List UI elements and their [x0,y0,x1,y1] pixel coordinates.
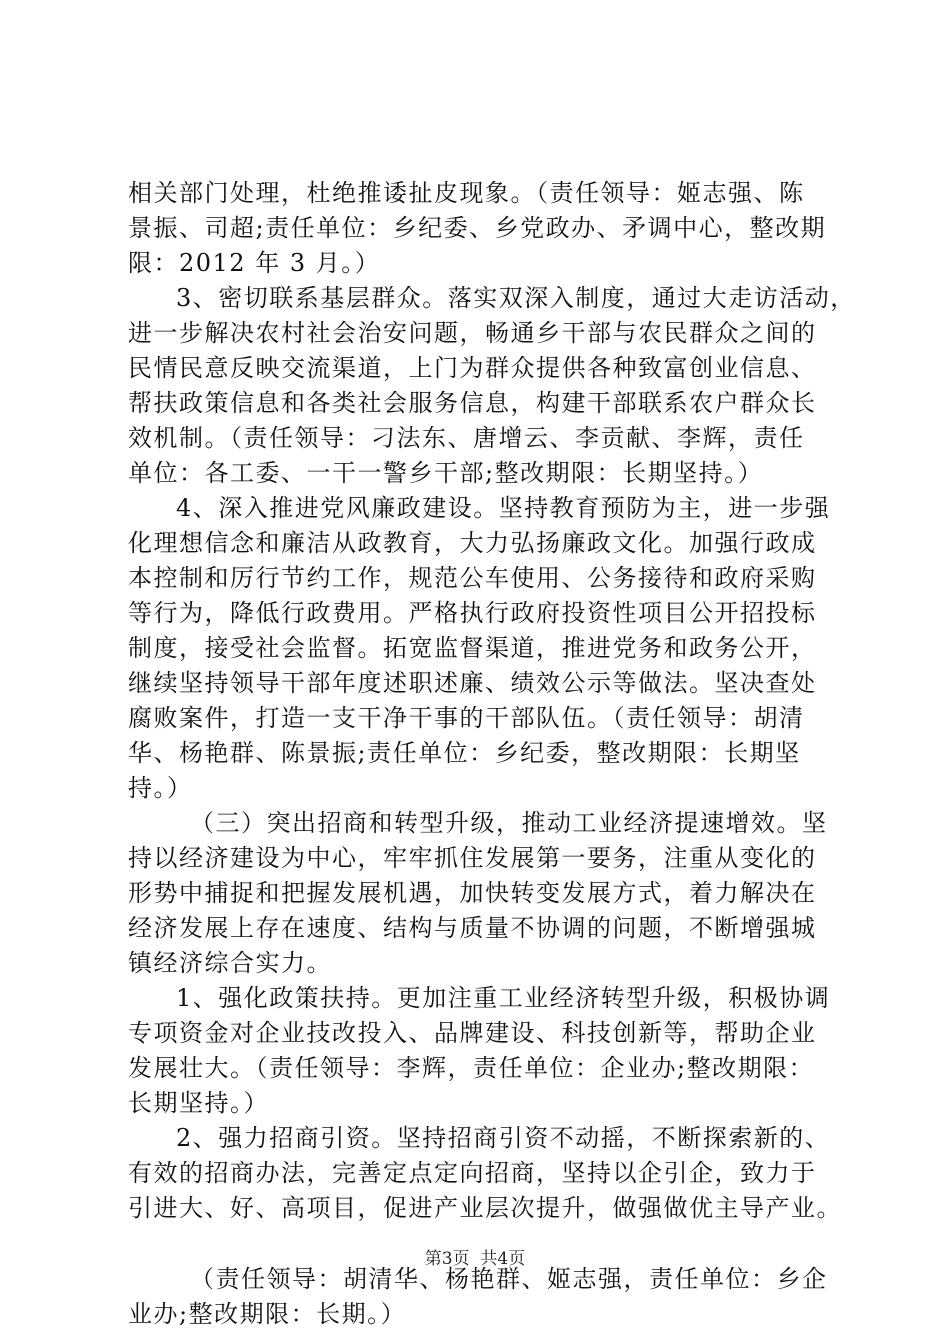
text-line: 景振、司超;责任单位：乡纪委、乡党政办、矛调中心，整改期 [128,214,827,242]
text-line: 经济发展上存在速度、结构与质量不协调的问题，不断增强城 [128,914,817,942]
paragraph-heading-1: 1、强化政策扶持。更加注重工业经济转型升级，积极协调 [176,984,831,1012]
text-line: 化理想信念和廉洁从政教育，大力弘扬廉政文化。加强行政成 [128,529,817,557]
text-line: 华、杨艳群、陈景振;责任单位：乡纪委，整改期限：长期坚 [128,739,801,767]
text-line: 长期坚持。） [128,1089,269,1117]
page-footer [0,1244,950,1269]
text-line: 等行为，降低行政费用。严格执行政府投资性项目公开招投标 [128,599,817,627]
text-line: 形势中捕捉和把握发展机遇，加快转变发展方式，着力解决在 [128,879,817,907]
page-number-label: 第3页 共4页 [424,1249,526,1269]
text-line: 继续坚持领导干部年度述职述廉、绩效公示等做法。坚决查处 [128,669,817,697]
text-line: 业办;整改期限：长期。） [128,1300,407,1328]
text-line: 专项资金对企业技改投入、品牌建设、科技创新等，帮助企业 [128,1019,817,1047]
text-line: 发展壮大。（责任领导：李辉，责任单位：企业办;整改期限： [128,1054,815,1082]
text-line: 单位：各工委、一干一警乡干部;整改期限：长期坚持。） [128,459,764,487]
paragraph-heading-2: 2、强力招商引资。坚持招商引资不动摇，不断探索新的、 [176,1124,831,1152]
paragraph-heading-3: 3、密切联系基层群众。落实双深入制度，通过大走访活动， [176,284,856,312]
text-line: 限：2012 年 3 月。） [128,249,381,277]
text-line: 帮扶政策信息和各类社会服务信息，构建干部联系农户群众长 [128,389,817,417]
text-line: 有效的招商办法，完善定点定向招商，坚持以企引企，致力于 [128,1159,817,1187]
text-line: 腐败案件，打造一支干净干事的干部队伍。（责任领导：胡清 [128,704,805,732]
text-line: 效机制。（责任领导：刁法东、唐增云、李贡献、李辉，责任 [128,424,805,452]
text-line: 进一步解决农村社会治安问题，畅通乡干部与农民群众之间的 [128,319,817,347]
text-line: 引进大、好、高项目，促进产业层次提升，做强做优主导产业。 [128,1194,842,1222]
section-heading-3: （三）突出招商和转型升级，推动工业经济提速增效。坚 [190,809,828,837]
text-line: 制度，接受社会监督。拓宽监督渠道，推进党务和政务公开， [128,634,817,662]
text-line: 本控制和厉行节约工作，规范公车使用、公务接待和政府采购 [128,564,817,592]
text-line: 民情民意反映交流渠道，上门为群众提供各种致富创业信息、 [128,354,817,382]
text-line: 持。） [128,774,193,802]
text-line: 持以经济建设为中心，牢牢抓住发展第一要务，注重从变化的 [128,844,817,872]
paragraph-heading-4: 4、深入推进党风廉政建设。坚持教育预防为主，进一步强 [176,494,831,522]
text-line: 相关部门处理，杜绝推诿扯皮现象。（责任领导：姬志强、陈 [128,179,805,207]
text-line: 镇经济综合实力。 [128,949,332,977]
text-line: （责任领导：胡清华、杨艳群、姬志强，责任单位：乡企 [190,1265,828,1293]
document-body [128,176,856,1332]
